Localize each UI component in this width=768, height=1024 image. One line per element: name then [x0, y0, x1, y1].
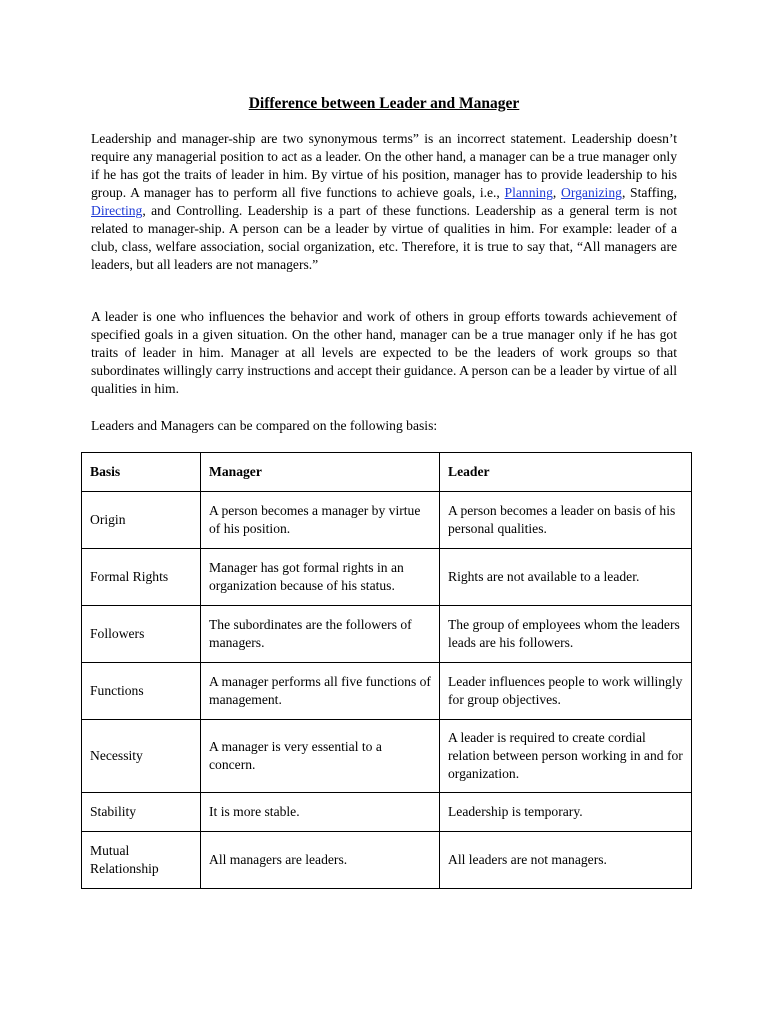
- page-title: Difference between Leader and Manager: [248, 95, 520, 112]
- directing-link[interactable]: Directing: [91, 203, 143, 218]
- cell-basis: Formal Rights: [82, 549, 201, 606]
- cell-manager: A manager performs all five functions of management.: [201, 663, 440, 720]
- paragraph-comparison-intro: Leaders and Managers can be compared on the following basis:: [91, 418, 438, 433]
- table-header-row: [82, 453, 692, 492]
- cell-basis: Followers: [82, 606, 201, 663]
- paragraph-intro-text-2: , Staffing,: [621, 185, 678, 200]
- cell-manager: The subordinates are the followers of managers.: [201, 606, 440, 663]
- cell-basis: Origin: [82, 492, 201, 549]
- cell-leader: A leader is required to create cordial relation between person working in and for organization.: [440, 720, 692, 793]
- cell-leader: Leadership is temporary.: [440, 793, 692, 832]
- cell-leader: A person becomes a leader on basis of his personal qualities.: [440, 492, 692, 549]
- table-row: [82, 663, 692, 720]
- paragraph-intro-sep: ,: [552, 185, 562, 200]
- paragraph-intro: [91, 130, 677, 274]
- table-row: [82, 606, 692, 663]
- header-manager: Manager: [201, 453, 440, 492]
- cell-basis: Stability: [82, 793, 201, 832]
- cell-manager: A person becomes a manager by virtue of his position.: [201, 492, 440, 549]
- comparison-table: [81, 452, 692, 889]
- cell-leader: The group of employees whom the leaders leads are his followers.: [440, 606, 692, 663]
- table-row: [82, 832, 692, 889]
- organizing-link[interactable]: Organizing: [561, 185, 622, 200]
- cell-basis: Mutual Relationship: [82, 832, 201, 889]
- cell-basis: Necessity: [82, 720, 201, 793]
- cell-basis: Functions: [82, 663, 201, 720]
- table-row: [82, 492, 692, 549]
- paragraph-leader-definition: A leader is one who influences the behavior and work of others in group efforts towards achievement of specified goals in a given situation. On the other hand, manager can be a true manager only if he has got traits of leader in him. Manager at all levels are expected to be the leaders of work groups so that subordinates willingly carry instructions and accept their guidance. A person can be a leader by virtue of all qualities in him.: [91, 309, 677, 396]
- cell-manager: All managers are leaders.: [201, 832, 440, 889]
- header-basis: Basis: [82, 453, 201, 492]
- cell-manager: A manager is very essential to a concern.: [201, 720, 440, 793]
- cell-manager: Manager has got formal rights in an organization because of his status.: [201, 549, 440, 606]
- cell-manager: It is more stable.: [201, 793, 440, 832]
- planning-link[interactable]: Planning: [504, 185, 553, 200]
- paragraph-intro-text-3: , and Controlling. Leadership is a part of these functions. Leadership as a general term is not related to manager-ship. A person can be a leader by virtue of qualities in him. For example: leader of a club, class, welfare association, social organization, etc. Therefore, it is true to say that, “All managers are leaders, but all leaders are not managers.”: [91, 203, 677, 272]
- table-row: [82, 549, 692, 606]
- cell-leader: All leaders are not managers.: [440, 832, 692, 889]
- table-row: [82, 720, 692, 793]
- header-leader: Leader: [440, 453, 692, 492]
- cell-leader: Rights are not available to a leader.: [440, 549, 692, 606]
- cell-leader: Leader influences people to work willingly for group objectives.: [440, 663, 692, 720]
- table-row: [82, 793, 692, 832]
- paragraph-intro-text-1: Leadership and manager-ship are two synonymous terms” is an incorrect statement. Leadership doesn’t require any managerial position to act as a leader. On the other hand, a manager can be a true manager only if he has got the traits of leader in him. By virtue of his position, manager has to provide leadership to his group. A manager has to perform all five functions to achieve goals, i.e.,: [91, 131, 677, 200]
